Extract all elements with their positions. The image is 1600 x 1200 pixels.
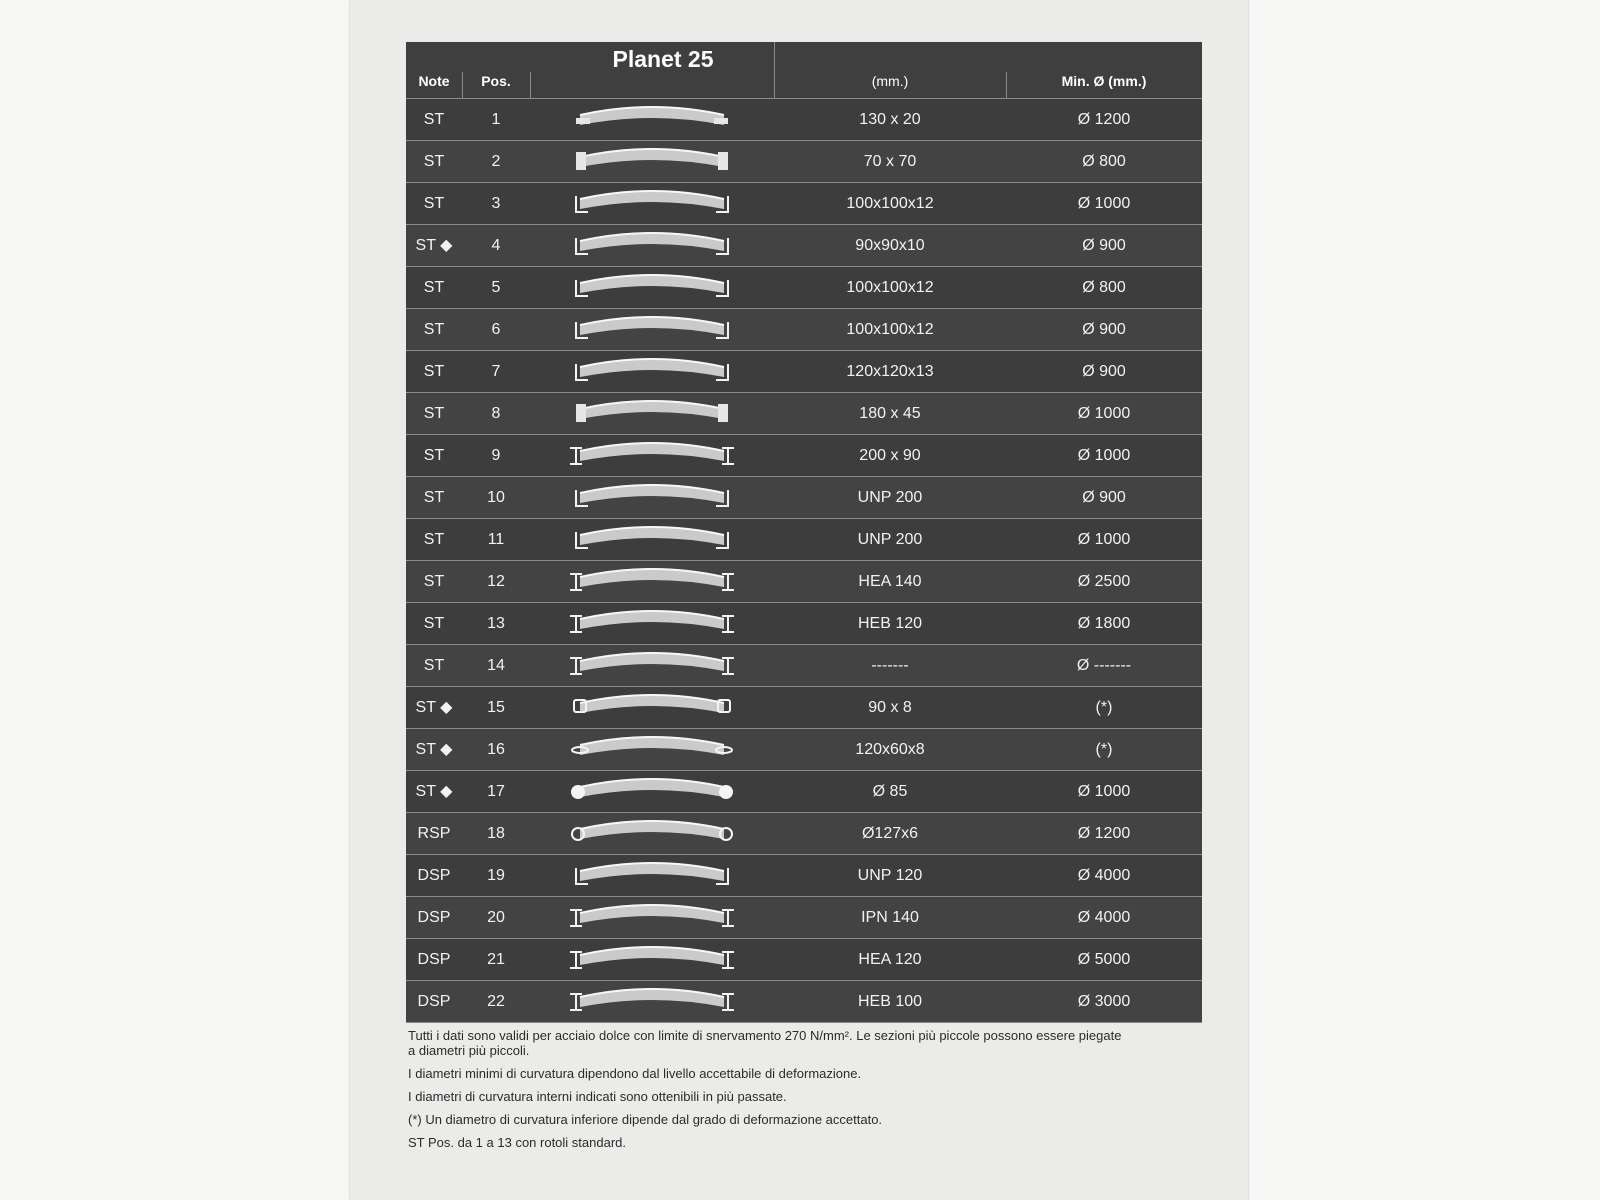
table-row xyxy=(406,141,1202,183)
cell-note: DSP xyxy=(417,909,451,926)
table-row xyxy=(406,309,1202,351)
cell-min-diameter: Ø 3000 xyxy=(1077,993,1131,1010)
cell-min-diameter: Ø 1800 xyxy=(1077,615,1131,632)
cell-profile xyxy=(530,309,774,350)
profile-section-icon xyxy=(570,985,734,1019)
profile-section-icon xyxy=(570,103,734,137)
header-dimension: (mm.) xyxy=(871,73,909,89)
profile-section-icon xyxy=(570,439,734,473)
profile-section-icon xyxy=(570,817,734,851)
cell-note: ST xyxy=(423,489,445,506)
cell-profile xyxy=(530,519,774,560)
cell-profile xyxy=(530,687,774,728)
cell-min-diameter: Ø 900 xyxy=(1082,363,1126,380)
profile-section-icon xyxy=(570,355,734,389)
cell-min-diameter: (*) xyxy=(1095,699,1113,716)
cell-min-diameter: Ø 4000 xyxy=(1077,909,1131,926)
bending-capacity-table xyxy=(406,42,1202,1020)
cell-note: ST ◆ xyxy=(415,741,453,758)
table-row xyxy=(406,687,1202,729)
cell-min-diameter: Ø 900 xyxy=(1082,321,1126,338)
table-title: Planet 25 xyxy=(612,46,714,72)
cell-pos: 20 xyxy=(487,909,505,926)
cell-min-diameter: Ø 1200 xyxy=(1077,111,1131,128)
cell-dimension: 90x90x10 xyxy=(855,237,925,254)
background-right xyxy=(1248,0,1600,1200)
cell-note: ST xyxy=(423,657,445,674)
table-row xyxy=(406,225,1202,267)
profile-section-icon xyxy=(570,607,734,641)
table-row xyxy=(406,435,1202,477)
cell-pos: 22 xyxy=(487,993,505,1010)
table-row xyxy=(406,855,1202,897)
cell-note: ST ◆ xyxy=(415,783,453,800)
table-header xyxy=(406,42,1202,99)
cell-pos: 13 xyxy=(487,615,505,632)
cell-profile xyxy=(530,561,774,602)
cell-note: ST xyxy=(423,195,445,212)
cell-min-diameter: Ø 800 xyxy=(1082,153,1126,170)
cell-profile xyxy=(530,729,774,770)
profile-section-icon xyxy=(570,145,734,179)
cell-profile xyxy=(530,813,774,854)
cell-min-diameter: Ø 5000 xyxy=(1077,951,1131,968)
table-row xyxy=(406,603,1202,645)
header-pos: Pos. xyxy=(481,73,511,89)
cell-profile xyxy=(530,393,774,434)
table-row xyxy=(406,939,1202,981)
profile-section-icon xyxy=(570,943,734,977)
cell-profile xyxy=(530,183,774,224)
cell-pos: 3 xyxy=(491,195,501,212)
footnotes xyxy=(408,1028,1128,1158)
cell-pos: 14 xyxy=(487,657,505,674)
cell-profile xyxy=(530,267,774,308)
cell-dimension: UNP 120 xyxy=(857,867,923,884)
cell-profile xyxy=(530,897,774,938)
cell-pos: 6 xyxy=(491,321,501,338)
cell-pos: 8 xyxy=(491,405,501,422)
cell-note: DSP xyxy=(417,867,451,884)
footnote: Tutti i dati sono validi per acciaio dolce con limite di snervamento 270 N/mm². Le sezioni più piccole possono essere piegate a diametri più piccoli. xyxy=(408,1028,1122,1058)
table-row xyxy=(406,351,1202,393)
cell-min-diameter: Ø ------- xyxy=(1076,657,1132,674)
cell-pos: 1 xyxy=(491,111,501,128)
cell-profile xyxy=(530,603,774,644)
cell-dimension: UNP 200 xyxy=(857,531,923,548)
cell-dimension: HEB 100 xyxy=(857,993,923,1010)
footnote: (*) Un diametro di curvatura inferiore dipende dal grado di deformazione accettato. xyxy=(408,1112,883,1127)
profile-section-icon xyxy=(570,775,734,809)
cell-dimension: UNP 200 xyxy=(857,489,923,506)
cell-dimension: Ø 85 xyxy=(872,783,908,800)
cell-dimension: HEB 120 xyxy=(857,615,923,632)
footnote: I diametri di curvatura interni indicati sono ottenibili in più passate. xyxy=(408,1089,787,1104)
cell-note: ST xyxy=(423,615,445,632)
cell-pos: 15 xyxy=(487,699,505,716)
cell-pos: 18 xyxy=(487,825,505,842)
cell-pos: 7 xyxy=(491,363,501,380)
table-row xyxy=(406,645,1202,687)
footnote: ST Pos. da 1 a 13 con rotoli standard. xyxy=(408,1135,627,1150)
profile-section-icon xyxy=(570,397,734,431)
cell-dimension: HEA 140 xyxy=(858,573,922,590)
cell-min-diameter: Ø 900 xyxy=(1082,237,1126,254)
cell-pos: 11 xyxy=(487,531,505,548)
cell-pos: 2 xyxy=(491,153,501,170)
cell-dimension: 90 x 8 xyxy=(868,699,912,716)
cell-profile xyxy=(530,645,774,686)
profile-section-icon xyxy=(570,229,734,263)
table-row xyxy=(406,813,1202,855)
cell-note: ST ◆ xyxy=(415,699,453,716)
cell-dimension: 120x60x8 xyxy=(855,741,925,758)
cell-note: ST xyxy=(423,447,445,464)
header-note: Note xyxy=(418,73,450,89)
footnote: I diametri minimi di curvatura dipendono dal livello accettabile di deformazione. xyxy=(408,1066,862,1081)
cell-dimension: IPN 140 xyxy=(861,909,919,926)
table-row xyxy=(406,99,1202,141)
cell-dimension: Ø127x6 xyxy=(861,825,919,842)
cell-profile xyxy=(530,981,774,1022)
cell-profile xyxy=(530,939,774,980)
cell-profile xyxy=(530,771,774,812)
cell-profile xyxy=(530,225,774,266)
cell-pos: 9 xyxy=(491,447,501,464)
cell-profile xyxy=(530,141,774,182)
cell-note: ST ◆ xyxy=(415,237,453,254)
cell-min-diameter: Ø 1000 xyxy=(1077,447,1131,464)
cell-profile xyxy=(530,351,774,392)
profile-section-icon xyxy=(570,481,734,515)
cell-dimension: 130 x 20 xyxy=(859,111,921,128)
cell-profile xyxy=(530,477,774,518)
table-row xyxy=(406,477,1202,519)
table-row xyxy=(406,519,1202,561)
cell-note: ST xyxy=(423,531,445,548)
profile-section-icon xyxy=(570,271,734,305)
cell-note: DSP xyxy=(417,951,451,968)
cell-pos: 19 xyxy=(487,867,505,884)
cell-pos: 12 xyxy=(487,573,505,590)
cell-dimension: 200 x 90 xyxy=(859,447,921,464)
cell-profile xyxy=(530,99,774,140)
background-left xyxy=(0,0,350,1200)
cell-pos: 10 xyxy=(487,489,505,506)
cell-dimension: HEA 120 xyxy=(858,951,922,968)
cell-dimension: 100x100x12 xyxy=(846,279,934,296)
cell-min-diameter: Ø 4000 xyxy=(1077,867,1131,884)
cell-note: DSP xyxy=(417,993,451,1010)
cell-note: ST xyxy=(423,279,445,296)
profile-section-icon xyxy=(570,691,734,725)
cell-dimension: 180 x 45 xyxy=(859,405,921,422)
cell-pos: 17 xyxy=(487,783,505,800)
header-min-diameter: Min. Ø (mm.) xyxy=(1061,73,1147,89)
profile-section-icon xyxy=(570,565,734,599)
cell-min-diameter: Ø 1000 xyxy=(1077,195,1131,212)
cell-note: ST xyxy=(423,153,445,170)
cell-note: ST xyxy=(423,321,445,338)
table-row xyxy=(406,981,1202,1023)
cell-min-diameter: Ø 800 xyxy=(1082,279,1126,296)
cell-dimension: 120x120x13 xyxy=(846,363,934,380)
cell-pos: 4 xyxy=(491,237,501,254)
cell-min-diameter: Ø 2500 xyxy=(1077,573,1131,590)
cell-pos: 21 xyxy=(487,951,505,968)
cell-note: RSP xyxy=(417,825,451,842)
profile-section-icon xyxy=(570,901,734,935)
cell-note: ST xyxy=(423,573,445,590)
cell-pos: 5 xyxy=(491,279,501,296)
table-row xyxy=(406,771,1202,813)
cell-note: ST xyxy=(423,363,445,380)
profile-section-icon xyxy=(570,187,734,221)
table-row xyxy=(406,561,1202,603)
cell-dimension: 70 x 70 xyxy=(863,153,917,170)
cell-min-diameter: Ø 900 xyxy=(1082,489,1126,506)
cell-min-diameter: Ø 1000 xyxy=(1077,405,1131,422)
table-row xyxy=(406,393,1202,435)
cell-profile xyxy=(530,855,774,896)
cell-note: ST xyxy=(423,111,445,128)
cell-profile xyxy=(530,435,774,476)
table-row xyxy=(406,183,1202,225)
cell-min-diameter: (*) xyxy=(1095,741,1113,758)
profile-section-icon xyxy=(570,649,734,683)
cell-note: ST xyxy=(423,405,445,422)
cell-pos: 16 xyxy=(487,741,505,758)
profile-section-icon xyxy=(570,733,734,767)
profile-section-icon xyxy=(570,523,734,557)
table-row xyxy=(406,897,1202,939)
cell-min-diameter: Ø 1200 xyxy=(1077,825,1131,842)
profile-section-icon xyxy=(570,859,734,893)
cell-dimension: ------- xyxy=(871,657,909,674)
cell-dimension: 100x100x12 xyxy=(846,195,934,212)
cell-min-diameter: Ø 1000 xyxy=(1077,531,1131,548)
profile-section-icon xyxy=(570,313,734,347)
cell-dimension: 100x100x12 xyxy=(846,321,934,338)
table-row xyxy=(406,267,1202,309)
table-row xyxy=(406,729,1202,771)
cell-min-diameter: Ø 1000 xyxy=(1077,783,1131,800)
